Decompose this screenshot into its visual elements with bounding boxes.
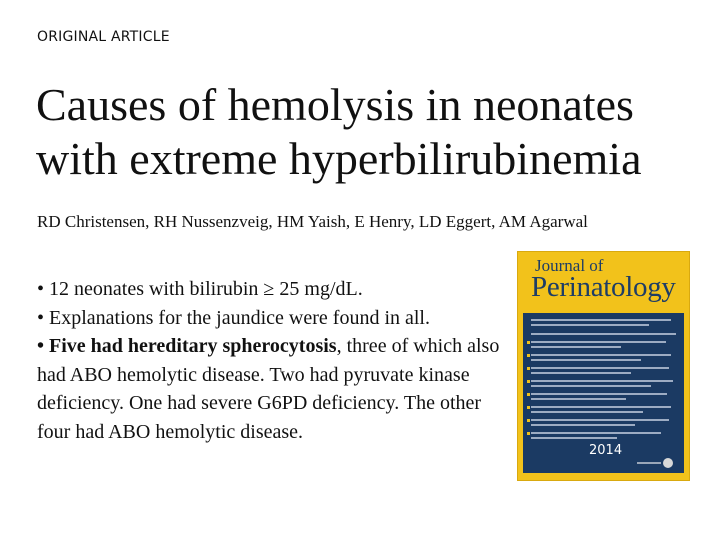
title-line-1: Causes of hemolysis in neonates bbox=[36, 79, 634, 130]
cover-text-line bbox=[531, 372, 631, 374]
cover-text-line bbox=[531, 359, 641, 361]
title-line-2: with extreme hyperbilirubinemia bbox=[36, 133, 642, 184]
cover-text-line bbox=[531, 398, 626, 400]
publisher-logo-icon bbox=[663, 458, 673, 468]
bullet-3-text: , three of which also had ABO hemolytic disease. Two had pyruvate kinase deficiency. One had severe G6PD deficiency. The other four had ABO hemolytic disease. bbox=[37, 335, 500, 443]
cover-bullet bbox=[527, 393, 530, 396]
bullet-2: • Explanations for the jaundice were found in all. bbox=[37, 306, 430, 329]
journal-cover-image bbox=[517, 251, 690, 481]
cover-text-line bbox=[531, 346, 621, 348]
cover-bullet bbox=[527, 341, 530, 344]
summary-bullets bbox=[37, 275, 517, 446]
cover-text-line bbox=[531, 324, 649, 326]
cover-text-line bbox=[531, 367, 669, 369]
cover-text-line bbox=[531, 354, 671, 356]
cover-bullet bbox=[527, 406, 530, 409]
bullet-3 bbox=[37, 332, 517, 446]
cover-bullet bbox=[527, 380, 530, 383]
cover-bullet bbox=[527, 432, 530, 435]
journal-title-small: Journal of bbox=[535, 256, 604, 275]
cover-text-line bbox=[531, 333, 676, 335]
cover-text-line bbox=[531, 437, 617, 439]
bullet-1: • 12 neonates with bilirubin ≥ 25 mg/dL. bbox=[37, 278, 363, 300]
bullet-3-emphasis: • Five had hereditary spherocytosis bbox=[37, 335, 337, 357]
cover-text-line bbox=[531, 406, 671, 408]
cover-text-line bbox=[531, 424, 635, 426]
cover-text-line bbox=[531, 341, 666, 343]
author-list: RD Christensen, RH Nussenzveig, HM Yaish, E Henry, LD Eggert, AM Agarwal bbox=[37, 212, 588, 231]
cover-text-line bbox=[531, 319, 671, 321]
cover-text-line bbox=[531, 385, 651, 387]
cover-text-line bbox=[531, 380, 673, 382]
cover-text-line bbox=[531, 419, 669, 421]
article-title bbox=[36, 78, 696, 186]
article-type-label: ORIGINAL ARTICLE bbox=[37, 29, 170, 45]
cover-bullet bbox=[527, 367, 530, 370]
journal-title-large: Perinatology bbox=[531, 271, 676, 303]
cover-text-line bbox=[531, 432, 661, 434]
cover-publisher-line bbox=[637, 462, 661, 464]
cover-bullet bbox=[527, 419, 530, 422]
cover-text-line bbox=[531, 411, 643, 413]
cover-bullet bbox=[527, 354, 530, 357]
cover-year: 2014 bbox=[589, 443, 623, 458]
cover-text-line bbox=[531, 393, 667, 395]
